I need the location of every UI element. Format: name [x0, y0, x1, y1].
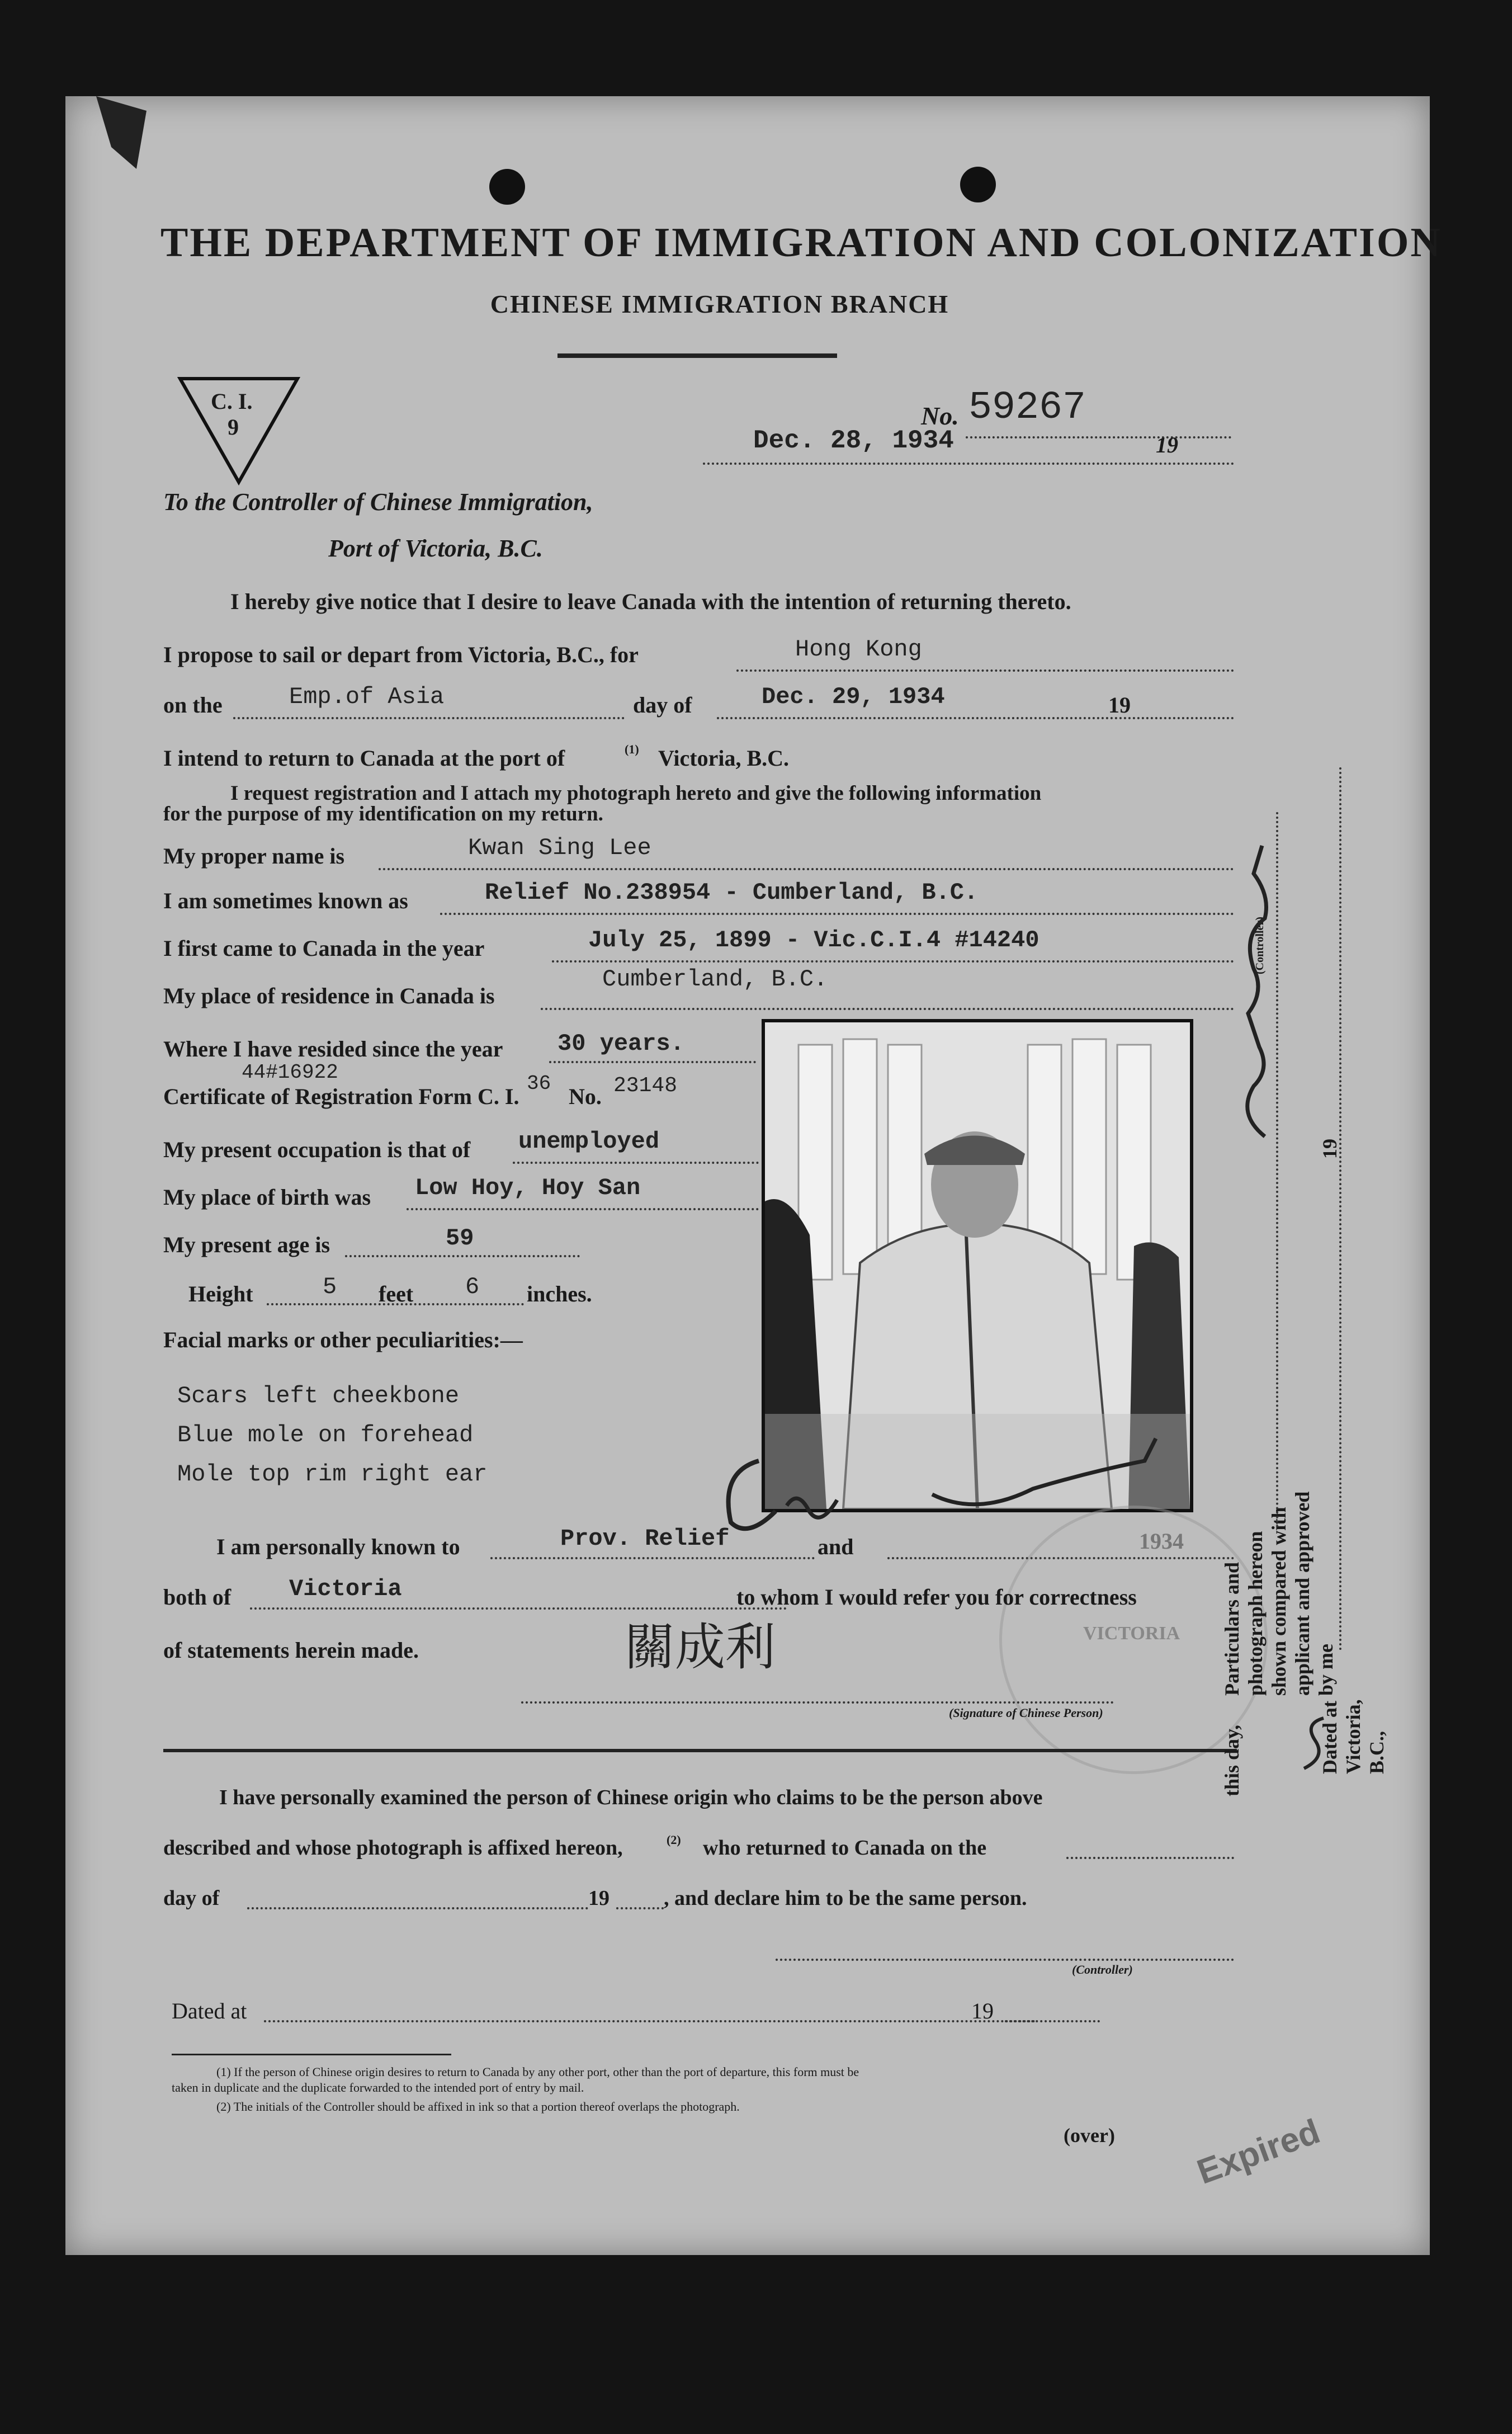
occupation-dots — [513, 1162, 759, 1164]
ship-dots — [233, 717, 625, 719]
statements-label: of statements herein made. — [163, 1638, 419, 1663]
height-inches: 6 — [465, 1273, 480, 1300]
exam-day-dots — [247, 1907, 588, 1909]
residence-dots — [541, 1008, 1234, 1010]
feet-label: feet — [379, 1281, 414, 1306]
date-suffix: 19 — [1156, 432, 1178, 457]
stamp-year: 1934 — [1139, 1529, 1184, 1554]
came-label: I first came to Canada in the year — [163, 936, 485, 961]
date-dots — [703, 463, 1234, 465]
exam-year19: 19 — [588, 1886, 609, 1910]
corner-tab — [96, 96, 147, 169]
side-year19: 19 — [1319, 1139, 1341, 1159]
alias-dots — [440, 913, 1234, 915]
sail-dots — [736, 669, 1234, 672]
cert-no: 23148 — [613, 1074, 678, 1098]
cert-form: 36 — [527, 1072, 551, 1095]
exam-year-dots — [616, 1907, 664, 1909]
stamp-city: VICTORIA — [1083, 1623, 1180, 1644]
form-code-line1: C. I. — [211, 389, 253, 414]
section-divider — [163, 1749, 1237, 1752]
signature-dots — [521, 1701, 1114, 1704]
footnote-2: (2) The initials of the Controller should be affixed in ink so that a portion thereof overlaps the photograph. — [216, 2100, 740, 2114]
exam-line2a: described and whose photograph is affixed hereon, — [163, 1836, 623, 1860]
request-line2: for the purpose of my identification on my return. — [163, 803, 603, 826]
punch-hole-left — [489, 169, 525, 205]
side-dated-text: Dated at Victoria, B.C., — [1319, 1699, 1388, 1774]
cert-no-label: No. — [569, 1084, 602, 1109]
request-line1: I request registration and I attach my photograph hereto and give the following information — [230, 782, 1042, 805]
form-code-line2: 9 — [228, 414, 239, 440]
both-value: Victoria — [289, 1576, 402, 1602]
return-label: I intend to return to Canada at the port of — [163, 746, 565, 771]
height-feet: 5 — [323, 1273, 337, 1300]
known-value: Prov. Relief — [560, 1525, 730, 1552]
exam-line1: I have personally examined the person of Chinese origin who claims to be the person above — [219, 1786, 1043, 1809]
exam-line2b: who returned to Canada on the — [703, 1836, 987, 1860]
since-label: Where I have resided since the year — [163, 1036, 503, 1062]
since-dots — [549, 1061, 756, 1063]
dated-year19: 19 — [971, 1998, 994, 2023]
side-approved-text: Particulars and photograph hereon shown compared with applicant and approved by me — [1221, 1491, 1337, 1696]
and-dots — [887, 1557, 1234, 1559]
refer-label: to whom I would refer you for correctness — [736, 1584, 1137, 1610]
marks-label: Facial marks or other peculiarities:— — [163, 1327, 523, 1352]
title-underline — [557, 353, 837, 358]
residence-label: My place of residence in Canada is — [163, 983, 495, 1008]
birth-value: Low Hoy, Hoy San — [415, 1174, 641, 1201]
side-dated-line — [1339, 767, 1344, 1651]
return-mark: (1) — [625, 742, 639, 756]
side-day-initial — [1298, 1713, 1332, 1780]
and-label: and — [818, 1534, 854, 1559]
dated-year-dots — [1005, 2020, 1100, 2022]
age-dots — [345, 1255, 580, 1257]
signature-caption: (Signature of Chinese Person) — [949, 1706, 1103, 1720]
since-value: 30 years. — [557, 1030, 684, 1057]
dated-at-label: Dated at — [172, 1998, 247, 2023]
return-port: Victoria, B.C. — [658, 746, 790, 771]
expired-stamp: Expired — [1192, 2112, 1325, 2192]
exam-line2-dots — [1066, 1857, 1234, 1859]
footnote-1a: (1) If the person of Chinese origin desires to return to Canada by any other port, other than the port of departure, this form must be — [216, 2065, 859, 2079]
depart-date: Dec. 29, 1934 — [762, 683, 945, 710]
number-value: 59267 — [968, 386, 1086, 430]
sail-label: I propose to sail or depart from Victoria, B.C., for — [163, 642, 639, 667]
cert-note: 44#16922 — [242, 1061, 338, 1084]
document-sheet — [65, 96, 1442, 2255]
dated-at-dots — [264, 2020, 1036, 2022]
came-dots — [552, 960, 1234, 963]
addressee-line1: To the Controller of Chinese Immigration, — [163, 488, 593, 516]
day-of-label: day of — [633, 692, 692, 718]
sail-value: Hong Kong — [795, 636, 922, 663]
name-dots — [379, 868, 1234, 870]
mark-line-2: Blue mole on forehead — [177, 1422, 474, 1449]
department-title: THE DEPARTMENT OF IMMIGRATION AND COLONIZATION — [160, 220, 1442, 266]
both-of-label: both of — [163, 1584, 231, 1610]
known-dots — [490, 1557, 815, 1559]
alias-label: I am sometimes known as — [163, 888, 408, 913]
side-this-day: this day, — [1221, 1724, 1243, 1796]
depart-dots — [717, 717, 1234, 719]
exam-line3b: , and declare him to be the same person. — [664, 1886, 1027, 1910]
came-value: July 25, 1899 - Vic.C.I.4 #14240 — [588, 927, 1040, 954]
cert-label: Certificate of Registration Form C. I. — [163, 1084, 519, 1109]
birth-label: My place of birth was — [163, 1185, 371, 1210]
chinese-signature: 關成利 — [625, 1618, 776, 1677]
controller-dots — [776, 1959, 1234, 1961]
occupation-label: My present occupation is that of — [163, 1137, 471, 1162]
occupation-value: unemployed — [518, 1128, 660, 1155]
known-label: I am personally known to — [216, 1534, 460, 1559]
footnote-1b: taken in duplicate and the duplicate forwarded to the intended port of entry by mail. — [172, 2081, 584, 2095]
addressee-line2: Port of Victoria, B.C. — [328, 535, 543, 562]
form-date: Dec. 28, 1934 — [753, 426, 954, 455]
over-label: (over) — [1064, 2124, 1115, 2147]
age-value: 59 — [446, 1225, 474, 1252]
exam-controller-caption: (Controller) — [1072, 1963, 1133, 1977]
depart-year19: 19 — [1108, 692, 1131, 718]
punch-hole-right — [960, 167, 996, 202]
ship-value: Emp.of Asia — [289, 683, 445, 710]
name-value: Kwan Sing Lee — [468, 834, 651, 861]
exam-day-of: day of — [163, 1886, 220, 1910]
number-label: No. — [921, 402, 959, 430]
on-the-label: on the — [163, 692, 223, 718]
height-label: Height — [188, 1281, 253, 1306]
mark-line-3: Mole top rim right ear — [177, 1461, 488, 1488]
residence-value: Cumberland, B.C. — [602, 966, 828, 993]
number-dots — [966, 436, 1231, 438]
exam-line2-mark: (2) — [667, 1833, 681, 1847]
footnote-rule — [172, 2054, 451, 2055]
side-controller-signature — [1231, 823, 1287, 1159]
branch-subtitle: CHINESE IMMIGRATION BRANCH — [490, 290, 949, 318]
height-dots — [267, 1303, 524, 1305]
name-label: My proper name is — [163, 843, 345, 869]
inches-label: inches. — [527, 1281, 592, 1306]
side-controller-caption: (Controller) — [1254, 917, 1266, 974]
alias-value: Relief No.238954 - Cumberland, B.C. — [485, 879, 979, 906]
age-label: My present age is — [163, 1232, 330, 1257]
birth-dots — [407, 1208, 759, 1210]
mark-line-1: Scars left cheekbone — [177, 1383, 460, 1409]
notice-text: I hereby give notice that I desire to leave Canada with the intention of returning thereto. — [230, 589, 1071, 614]
